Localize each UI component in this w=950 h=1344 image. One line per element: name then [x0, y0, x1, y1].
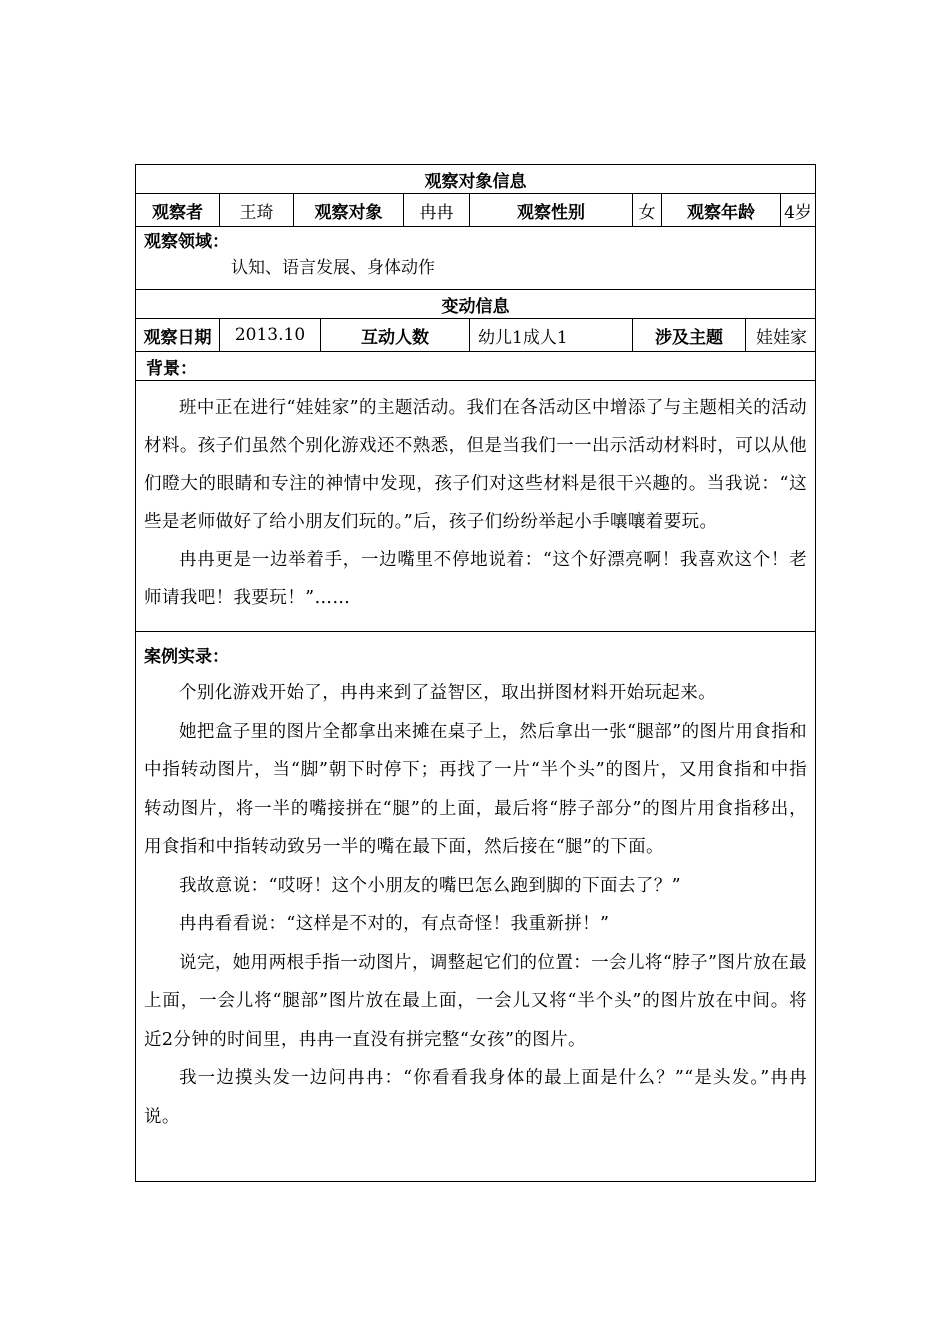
theme-value: 娃娃家: [746, 319, 816, 352]
interaction-label: 互动人数: [321, 319, 470, 352]
theme-label: 涉及主题: [633, 319, 746, 352]
age-label: 观察年龄: [662, 194, 781, 227]
case-paragraph: 说完，她用两根手指一动图片，调整起它们的位置：一会儿将“脖子”图片放在最上面，一会儿将“腿部”图片放在最上面，一会儿又将“半个头”的图片放在中间。将近2分钟的时间里，冉冉一直没有拼完整“女孩”的图片。: [144, 952, 808, 1050]
case-paragraph: 我故意说：“哎呀！这个小朋友的嘴巴怎么跑到脚的下面去了？”: [179, 875, 681, 896]
observer-label: 观察者: [136, 194, 220, 227]
case-record-body: [144, 674, 807, 1136]
change-info-title: 变动信息: [136, 290, 816, 319]
observer-value: 王琦: [220, 194, 294, 227]
case-record-section: [136, 632, 816, 1182]
case-paragraph: 个别化游戏开始了，冉冉来到了益智区，取出拼图材料开始玩起来。: [179, 683, 716, 703]
case-record-label: 案例实录：: [144, 647, 229, 667]
case-paragraph: 我一边摸头发一边问冉冉：“你看看我身体的最上面是什么？”“是头发。”冉冉说。: [144, 1068, 808, 1127]
domain-value: 认知、语言发展、身体动作: [231, 258, 435, 278]
background-body: [136, 381, 816, 632]
background-label: 背景：: [136, 352, 816, 381]
gender-value: 女: [633, 194, 662, 227]
case-paragraph: 冉冉看看说：“这样是不对的，有点奇怪！我重新拼！”: [179, 914, 610, 934]
interaction-value: 幼儿1成人1: [470, 319, 633, 352]
observation-table: [135, 164, 816, 1182]
background-paragraph: 冉冉更是一边举着手，一边嘴里不停地说着：“这个好漂亮啊！我喜欢这个！老师请我吧！我要玩！”……: [144, 550, 808, 608]
observation-domain: [136, 227, 816, 290]
observer-info-title: 观察对象信息: [136, 165, 816, 194]
background-paragraph: 班中正在进行“娃娃家”的主题活动。我们在各活动区中增添了与主题相关的活动材料。孩子们虽然个别化游戏还不熟悉，但是当我们一一出示活动材料时，可以从他们瞪大的眼睛和专注的神情中发现，孩子们对这些材料是很干兴趣的。当我说：“这些是老师做好了给小朋友们玩的。”后，孩子们纷纷举起小手嚷嚷着要玩。: [144, 398, 808, 532]
domain-label: 观察领域：: [144, 232, 229, 252]
gender-label: 观察性别: [470, 194, 633, 227]
observation-record-form: [135, 164, 815, 1182]
date-label: 观察日期: [136, 319, 220, 352]
subject-label: 观察对象: [294, 194, 404, 227]
case-paragraph: 她把盒子里的图片全都拿出来摊在桌子上，然后拿出一张“腿部”的图片用食指和中指转动图片，当“脚”朝下时停下；再找了一片“半个头”的图片，又用食指和中指转动图片，将一半的嘴接拼在“腿”的上面，最后将“脖子部分”的图片用食指移出，用食指和中指转动致另一半的嘴在最下面，然后接在“腿”的下面。: [144, 721, 808, 857]
age-value: 4岁: [781, 194, 816, 227]
date-value: 2013.10: [220, 319, 321, 352]
subject-value: 冉冉: [404, 194, 470, 227]
